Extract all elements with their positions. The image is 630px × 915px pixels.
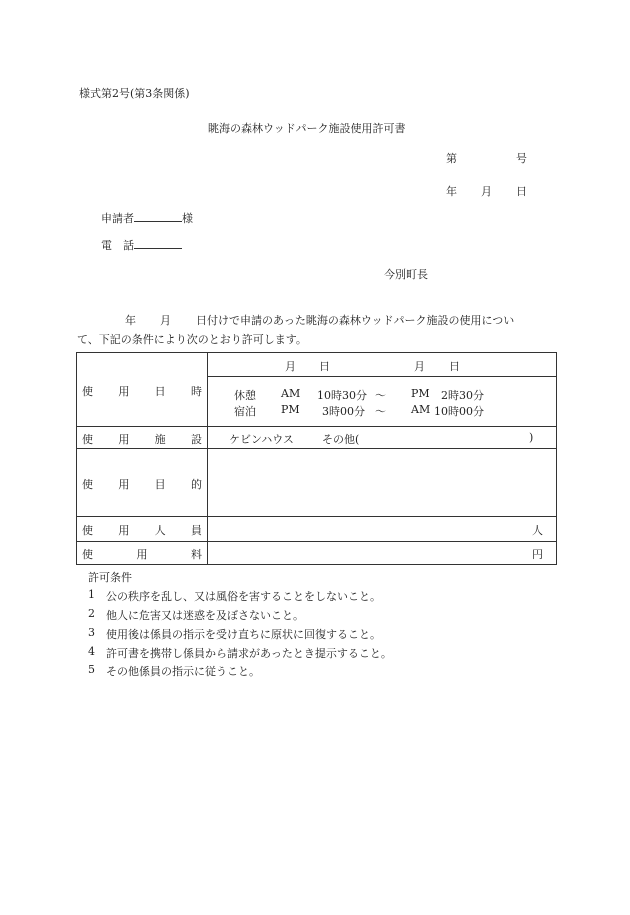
rest-to-ampm: PM	[411, 387, 430, 400]
stay-to-time: 10時00分	[434, 405, 484, 418]
form-number: 様式第2号(第3条関係)	[79, 87, 190, 100]
table-border-right	[556, 352, 557, 565]
condition-number: 1	[88, 588, 95, 601]
intro-month: 月	[160, 314, 171, 327]
condition-number: 3	[88, 626, 95, 639]
people-unit: 人	[532, 524, 543, 537]
label-char: 使	[82, 524, 93, 537]
rest-from-ampm: AM	[281, 387, 301, 400]
rest-to-time: 2時30分	[441, 389, 484, 402]
facility-other: その他(	[322, 433, 360, 446]
usage-datetime-label	[82, 383, 202, 399]
label-char: 施	[154, 433, 166, 446]
label-char: 料	[191, 548, 202, 561]
stay-from-ampm: PM	[281, 403, 300, 416]
label-char: 用	[118, 478, 130, 491]
label-char: 用	[136, 548, 148, 561]
table-date-divider	[207, 376, 557, 377]
table-border-bottom	[76, 564, 557, 565]
table-row-divider-1	[76, 426, 557, 427]
stay-from-time: 3時00分	[322, 405, 365, 418]
label-char: 用	[118, 433, 130, 446]
date-from-month: 月	[285, 360, 296, 373]
date-year-label: 年	[446, 185, 457, 198]
label-char: 的	[190, 478, 202, 491]
applicant-name-suffix: 様	[182, 212, 193, 225]
label-char: 使	[82, 548, 93, 561]
label-char: 設	[190, 433, 202, 446]
label-char: 使	[82, 385, 93, 398]
intro-year: 年	[125, 314, 136, 327]
fee-unit: 円	[532, 548, 543, 561]
date-month-label: 月	[481, 185, 492, 198]
label-char: 目	[154, 478, 166, 491]
label-char: 時	[190, 385, 202, 398]
facility-cabin: ケビンハウス	[229, 433, 294, 446]
applicant-name-label: 申請者	[101, 212, 134, 225]
table-row-divider-2	[76, 448, 557, 449]
label-char: 日	[154, 385, 166, 398]
applicant-phone-blank	[134, 236, 182, 249]
condition-number: 5	[88, 663, 95, 676]
condition-number: 4	[88, 645, 95, 658]
table-border-left	[76, 352, 77, 565]
issuer: 今別町長	[384, 268, 428, 281]
date-to-day: 日	[449, 360, 460, 373]
date-to-month: 月	[414, 360, 425, 373]
stay-label: 宿泊	[234, 405, 256, 418]
applicant-name-blank	[134, 209, 182, 222]
condition-text: その他係員の指示に従うこと。	[106, 665, 260, 678]
date-day-label: 日	[516, 185, 527, 198]
intro-line1: 日付けで申請のあった眺海の森林ウッドパーク施設の使用につい	[196, 314, 515, 327]
table-row-divider-3	[76, 516, 557, 517]
permit-number-prefix: 第	[446, 152, 457, 165]
stay-to-ampm: AM	[411, 403, 431, 416]
people-label	[82, 522, 202, 538]
label-char: 使	[82, 433, 93, 446]
label-char: 用	[118, 524, 130, 537]
permit-number-suffix: 号	[516, 152, 527, 165]
document-title: 眺海の森林ウッドパーク施設使用許可書	[208, 122, 406, 135]
facility-label	[82, 431, 202, 447]
purpose-label	[82, 476, 202, 492]
rest-from-time: 10時30分	[317, 389, 367, 402]
rest-label: 休憩	[234, 389, 256, 402]
condition-text: 他人に危害又は迷惑を及ぼさないこと。	[106, 609, 304, 622]
applicant-phone-label: 電 話	[101, 239, 134, 252]
condition-number: 2	[88, 607, 95, 620]
label-char: 用	[118, 385, 130, 398]
label-char: 人	[154, 524, 166, 537]
applicant-phone-row	[101, 236, 182, 253]
intro-line2: て、下記の条件により次のとおり許可します。	[77, 333, 307, 346]
date-from-day: 日	[319, 360, 330, 373]
label-char: 使	[82, 478, 93, 491]
condition-text: 許可書を携帯し係員から請求があったとき提示すること。	[106, 647, 392, 660]
condition-text: 使用後は係員の指示を受け直ちに原状に回復すること。	[106, 628, 381, 641]
table-border-top	[76, 352, 557, 353]
table-column-divider	[207, 352, 208, 565]
rest-tilde: ～	[375, 389, 386, 402]
stay-tilde: ～	[375, 405, 386, 418]
conditions-heading: 許可条件	[88, 571, 132, 584]
applicant-name-row	[101, 209, 193, 226]
facility-close-paren: )	[529, 431, 534, 444]
table-row-divider-4	[76, 541, 557, 542]
label-char: 員	[190, 524, 202, 537]
condition-text: 公の秩序を乱し、又は風俗を害することをしないこと。	[106, 590, 381, 603]
fee-label	[82, 546, 202, 562]
